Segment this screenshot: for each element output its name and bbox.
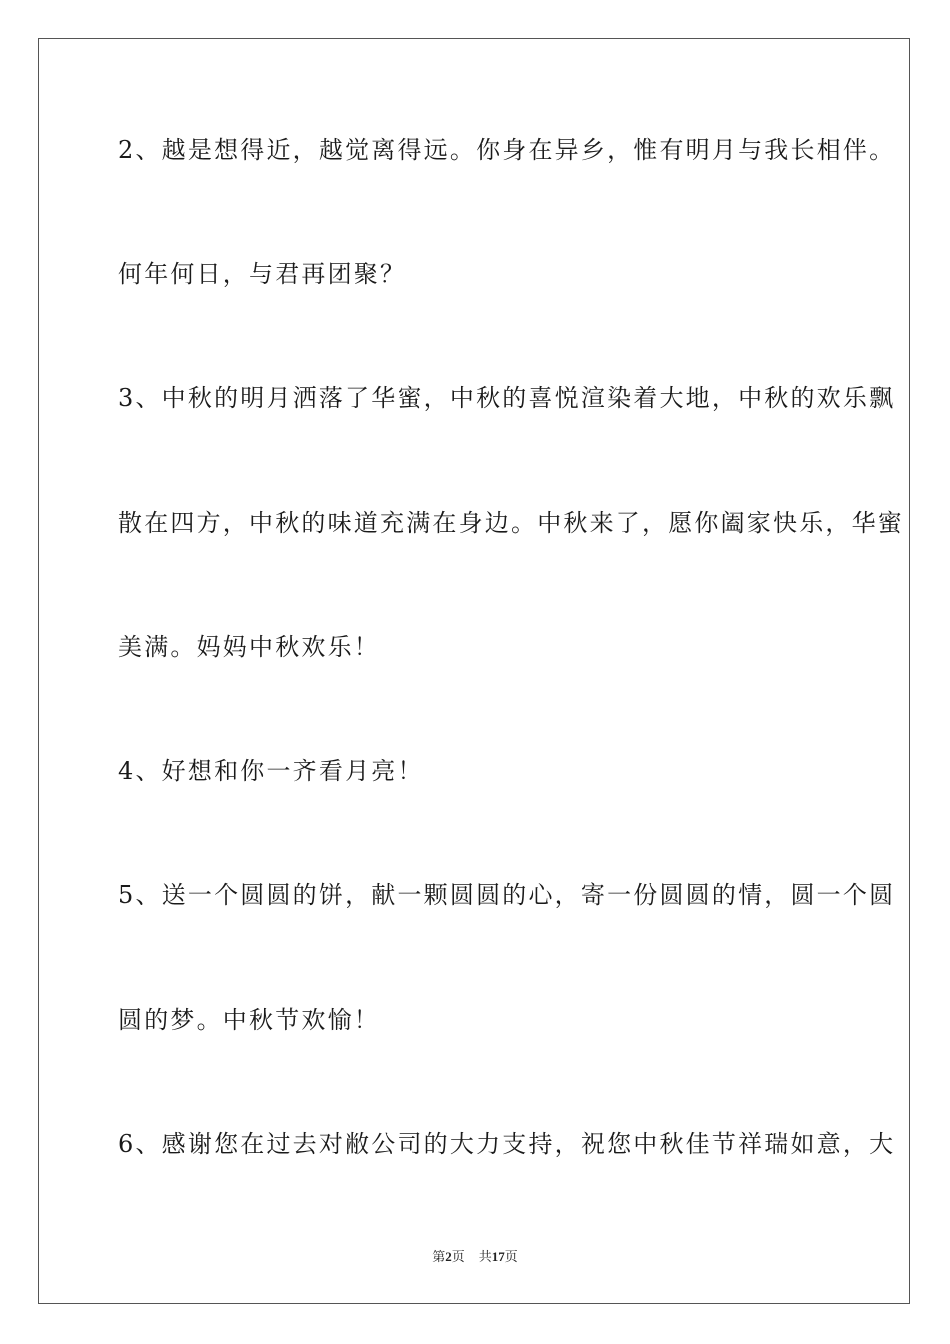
page-footer [0, 1248, 950, 1266]
total-suffix: 页 [504, 1249, 518, 1264]
text-line-6: 4、好想和你一齐看月亮！ [118, 757, 424, 785]
text-line-8: 圆的梦。中秋节欢愉！ [118, 1006, 380, 1034]
text-line-9: 6、感谢您在过去对敝公司的大力支持，祝您中秋佳节祥瑞如意，大 [118, 1130, 896, 1158]
text-line-5: 美满。妈妈中秋欢乐！ [118, 633, 380, 661]
text-line-3: 3、中秋的明月洒落了华蜜，中秋的喜悦渲染着大地，中秋的欢乐飘 [118, 384, 896, 412]
text-line-4: 散在四方，中秋的味道充满在身边。中秋来了，愿你阖家快乐，华蜜 [118, 509, 904, 537]
page-prefix: 第 [432, 1249, 446, 1264]
text-line-2: 何年何日，与君再团聚？ [118, 260, 407, 288]
page-suffix: 页 [451, 1249, 465, 1264]
text-line-1: 2、越是想得近，越觉离得远。你身在异乡，惟有明月与我长相伴。 [118, 136, 896, 164]
text-line-7: 5、送一个圆圆的饼，献一颗圆圆的心，寄一份圆圆的情，圆一个圆 [118, 881, 896, 909]
total-prefix: 共 [478, 1249, 492, 1264]
page-border [38, 38, 910, 1304]
total-pages: 17 [491, 1249, 505, 1264]
page-number: 2 [445, 1249, 452, 1264]
